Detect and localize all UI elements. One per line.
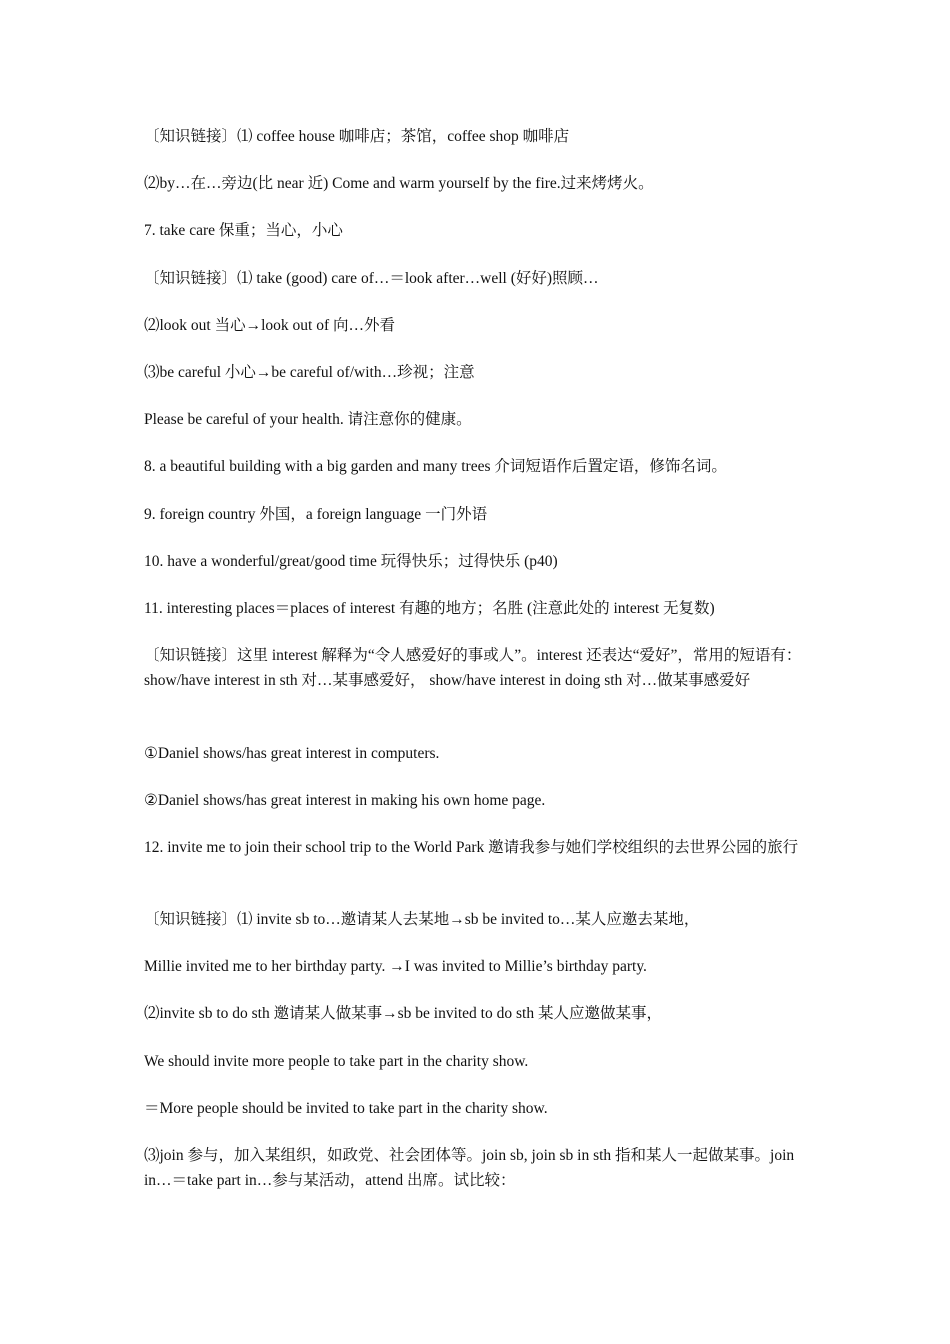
example-charity-show-passive: ＝More people should be invited to take part in the charity show. (144, 1100, 548, 1117)
example-computers: ①Daniel shows/has great interest in computers. (144, 745, 440, 762)
knowledge-link-interest: 〔知识链接〕这里 interest 解释为“令人感爱好的事或人”。interest 还表达“爱好”，常用的短语有：show/have interest in sth 对…某事感爱好， show/have interest in doing sth 对…做某事感爱好 (144, 647, 802, 689)
item-8-beautiful-building: 8. a beautiful building with a big garden and many trees 介词短语作后置定语，修饰名词。 (144, 458, 727, 475)
knowledge-link-take-care-of: 〔知识链接〕⑴ take (good) care of…＝look after…well (好好)照顾… (144, 270, 599, 287)
item-7-take-care: 7. take care 保重；当心，小心 (144, 222, 343, 239)
example-home-page: ②Daniel shows/has great interest in making his own home page. (144, 792, 546, 809)
item-11-interesting-places: 11. interesting places＝places of interest 有趣的地方；名胜 (注意此处的 interest 无复数) (144, 600, 715, 617)
note-join: ⑶join 参与，加入某组织，如政党、社会团体等。join sb, join sb in sth 指和某人一起做某事。join in…＝take part in…参与某活动，attend 出席。试比较： (144, 1147, 795, 1189)
note-be-careful: ⑶be careful 小心→be careful of/with…珍视；注意 (144, 364, 475, 381)
note-look-out: ⑵look out 当心→look out of 向…外看 (144, 317, 396, 334)
item-9-foreign-country: 9. foreign country 外国，a foreign language 一门外语 (144, 506, 488, 523)
item-12-invite-me: 12. invite me to join their school trip to the World Park 邀请我参与她们学校组织的去世界公园的旅行 (144, 839, 799, 856)
knowledge-link-coffee-house: 〔知识链接〕⑴ coffee house 咖啡店；茶馆，coffee shop 咖啡店 (144, 128, 570, 145)
example-be-careful: Please be careful of your health. 请注意你的健康。 (144, 411, 472, 428)
knowledge-link-invite-to: 〔知识链接〕⑴ invite sb to…邀请某人去某地→sb be invited to…某人应邀去某地， (144, 911, 700, 928)
note-by: ⑵by…在…旁边(比 near 近) Come and warm yourself by the fire.过来烤烤火。 (144, 175, 654, 192)
note-invite-to-do: ⑵invite sb to do sth 邀请某人做某事→sb be invited to do sth 某人应邀做某事， (144, 1005, 662, 1022)
item-10-have-a-good-time: 10. have a wonderful/great/good time 玩得快乐；过得快乐 (p40) (144, 553, 558, 570)
example-birthday-party: Millie invited me to her birthday party. →I was invited to Millie’s birthday party. (144, 958, 647, 975)
example-charity-show-active: We should invite more people to take part in the charity show. (144, 1053, 529, 1070)
